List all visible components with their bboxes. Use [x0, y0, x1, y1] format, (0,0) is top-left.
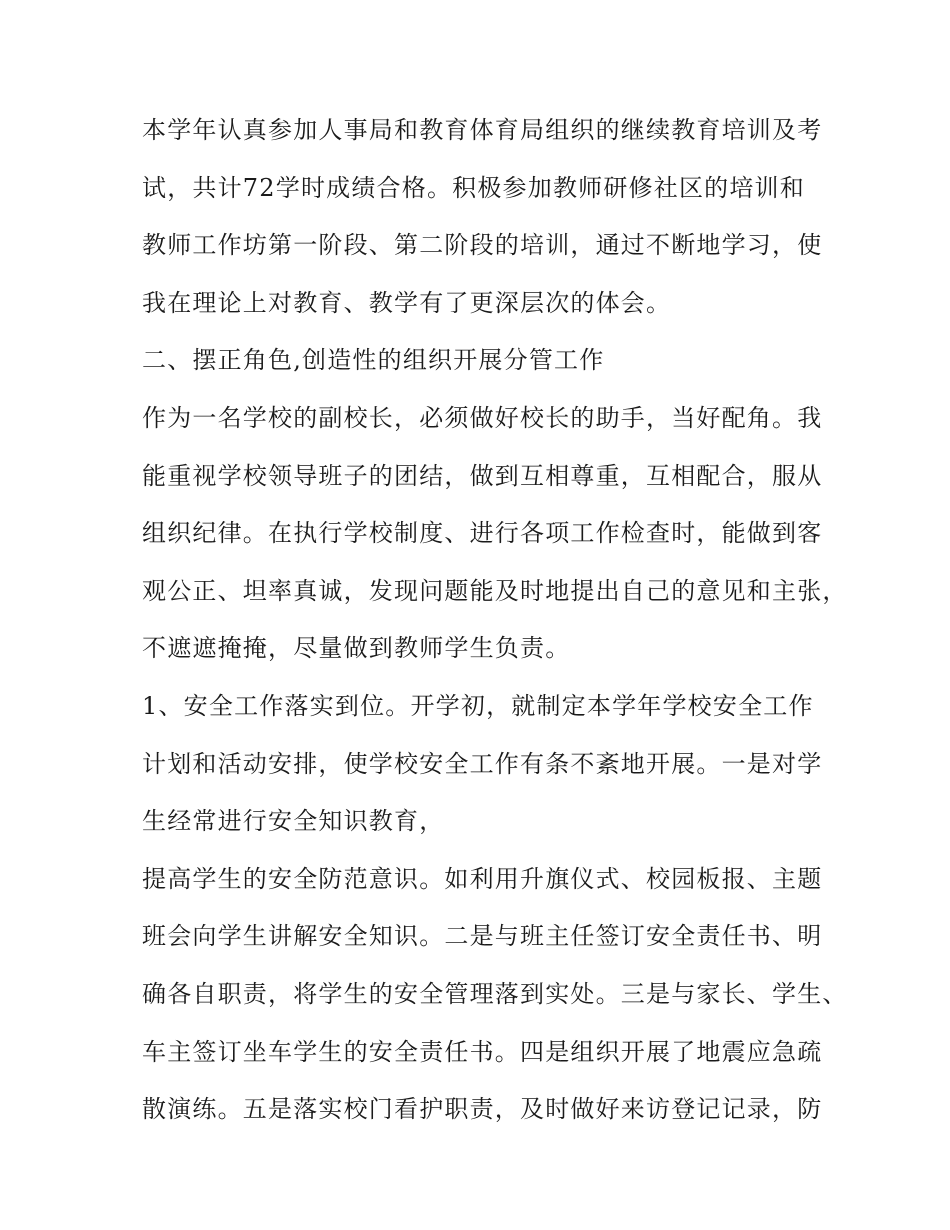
text-line: 能重视学校领导班子的团结，做到互相尊重，互相配合，服从: [142, 461, 823, 490]
text-line: 教师工作坊第一阶段、第二阶段的培训，通过不断地学习，使: [142, 231, 823, 260]
text-line: 散演练。五是落实校门看护职责，及时做好来访登记记录，防: [142, 1095, 823, 1124]
numbered-item-heading: 1、安全工作落实到位。开学初，就制定本学年学校安全工作: [142, 691, 814, 720]
document-body: [142, 111, 848, 1148]
text-line: 我在理论上对教育、教学有了更深层次的体会。: [142, 288, 672, 317]
text-line: 生经常进行安全知识教育，: [142, 807, 445, 836]
text-line: 计划和活动安排，使学校安全工作有条不紊地开展。一是对学: [142, 749, 823, 778]
text-line: 提高学生的安全防范意识。如利用升旗仪式、校园板报、主题: [142, 864, 823, 893]
text-line: 试，共计72学时成绩合格。积极参加教师研修社区的培训和: [142, 173, 805, 202]
text-line: 组织纪律。在执行学校制度、进行各项工作检查时，能做到客: [142, 519, 823, 548]
text-line: 班会向学生讲解安全知识。二是与班主任签订安全责任书、明: [142, 922, 823, 951]
text-line: 作为一名学校的副校长，必须做好校长的助手，当好配角。我: [142, 403, 823, 432]
text-line: 观公正、坦率真诚，发现问题能及时地提出自己的意见和主张，: [142, 576, 848, 605]
text-line: 确各自职责，将学生的安全管理落到实处。三是与家长、学生、: [142, 979, 848, 1008]
text-line: 车主签订坐车学生的安全责任书。四是组织开展了地震应急疏: [142, 1037, 823, 1066]
text-line: 不遮遮掩掩，尽量做到教师学生负责。: [142, 634, 571, 663]
section-heading: 二、摆正角色,创造性的组织开展分管工作: [142, 346, 605, 375]
text-line: 本学年认真参加人事局和教育体育局组织的继续教育培训及考: [142, 116, 823, 144]
